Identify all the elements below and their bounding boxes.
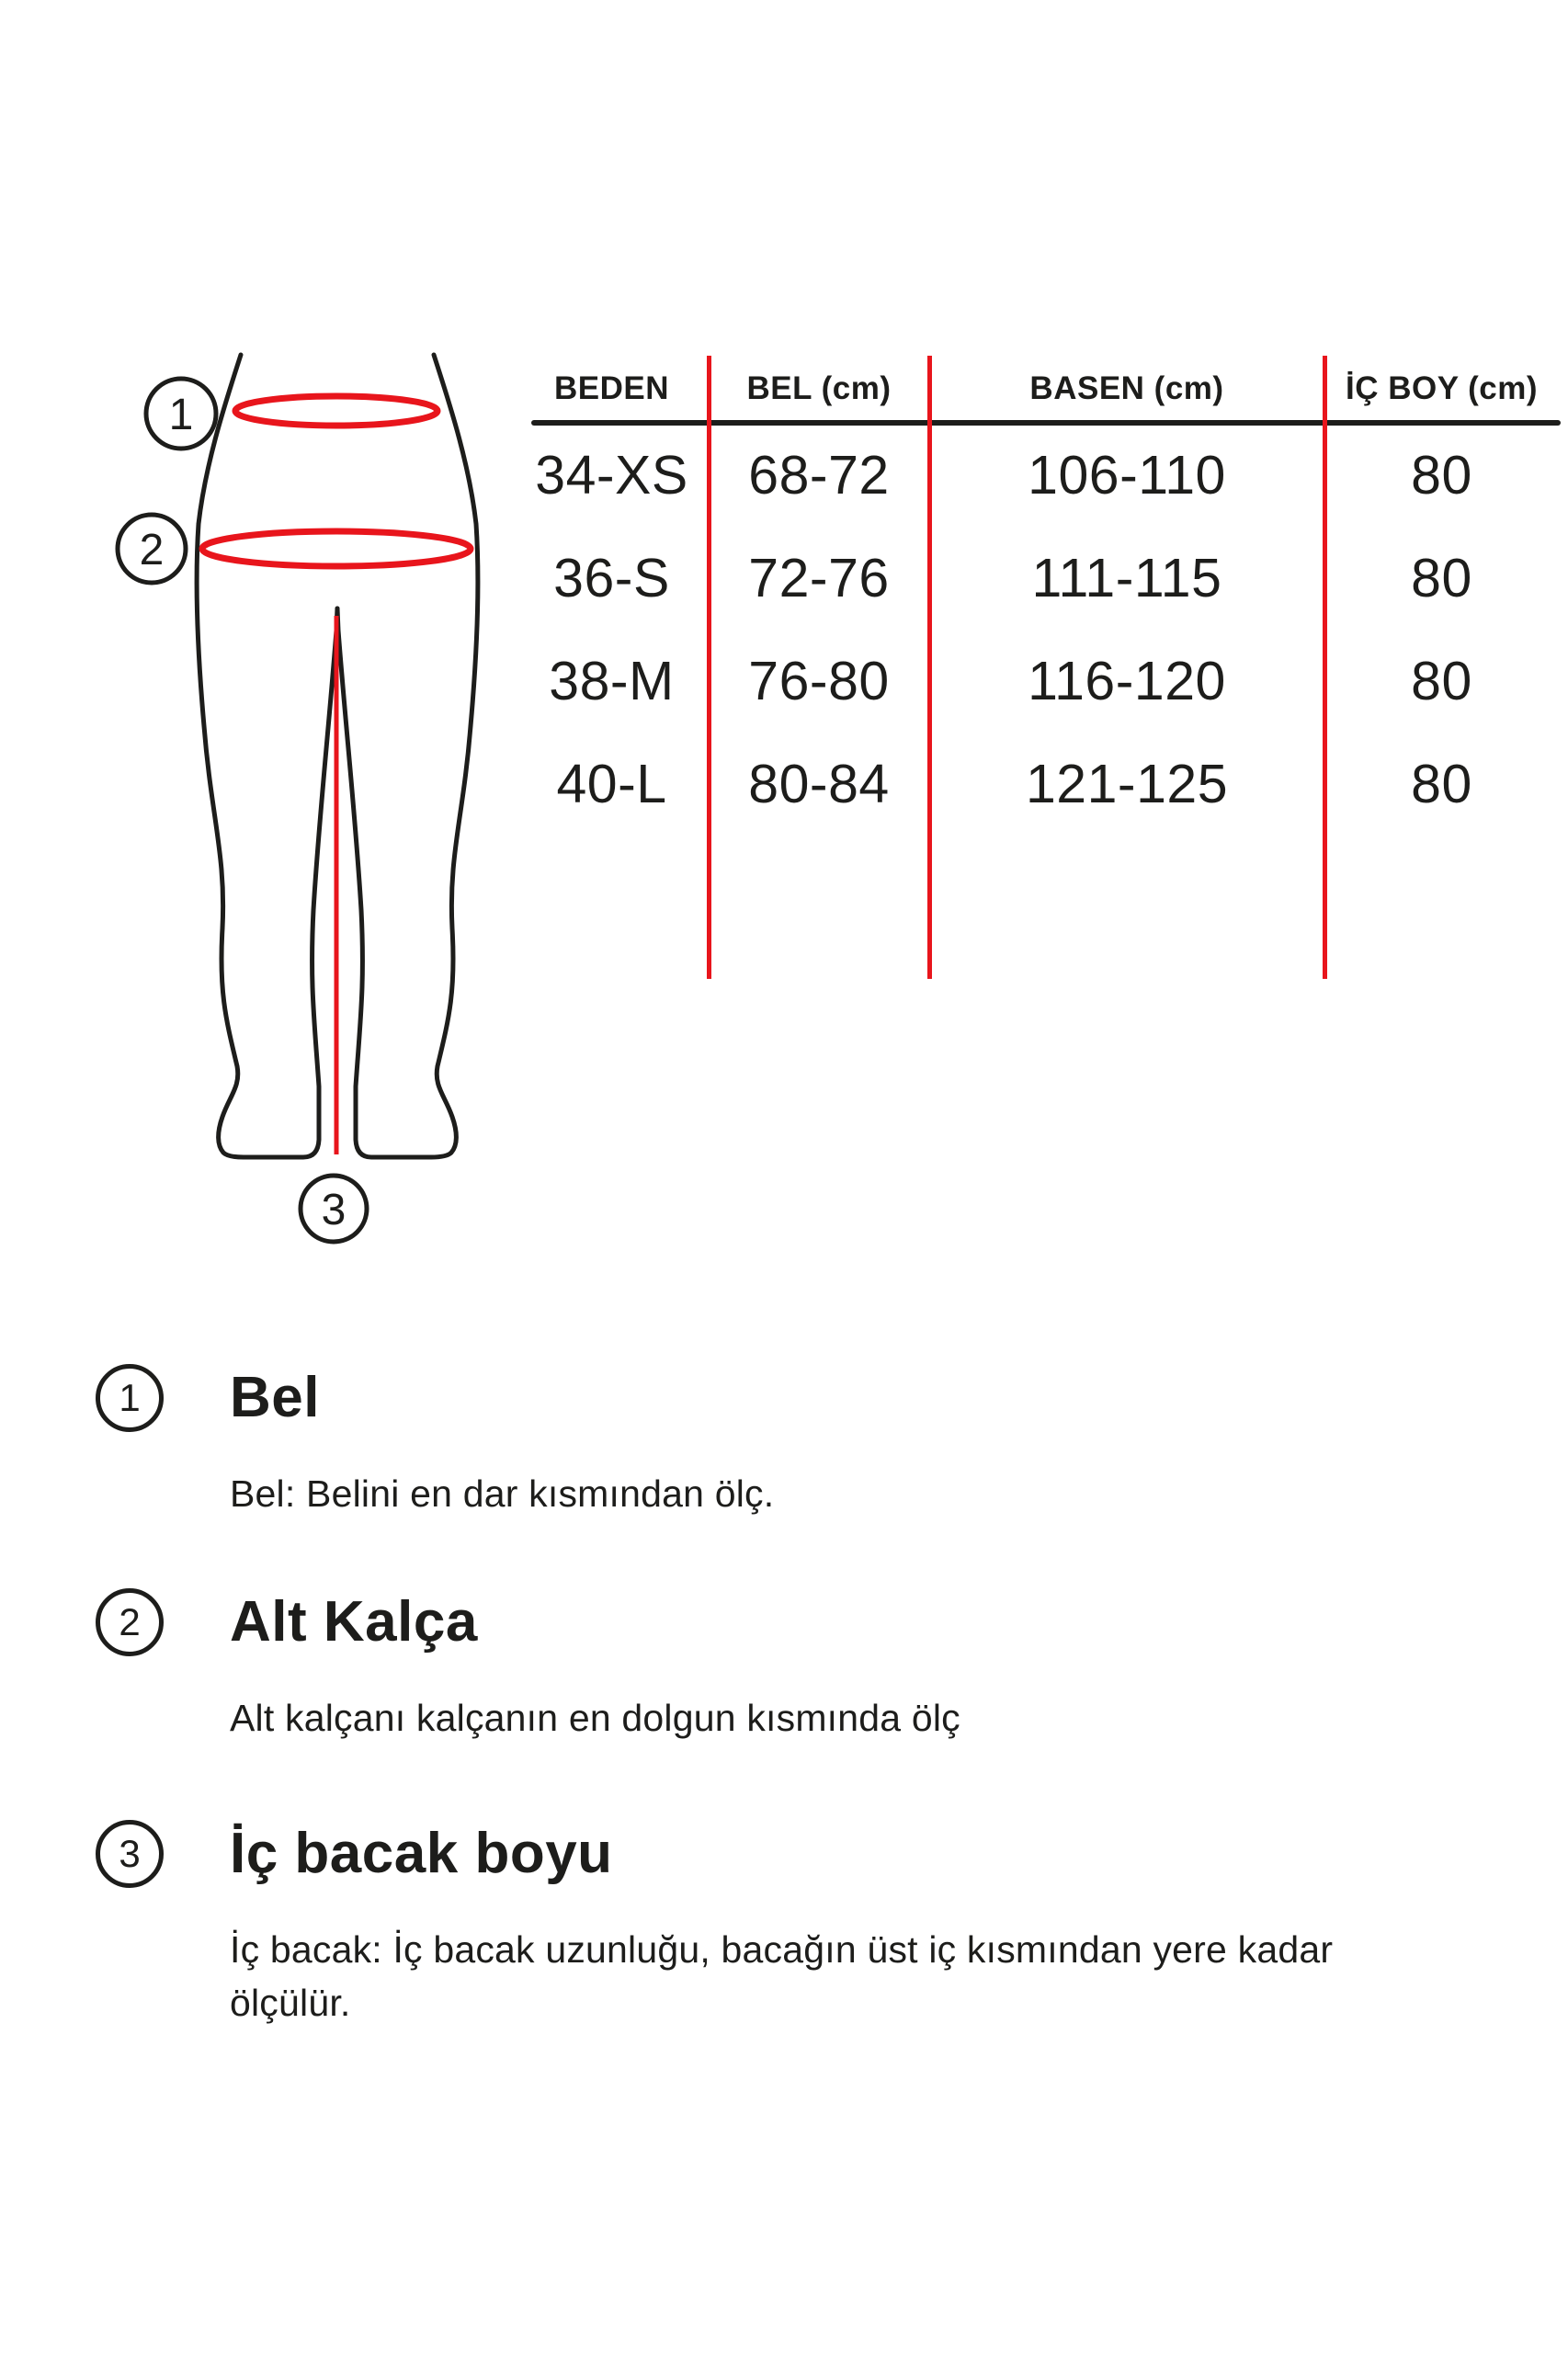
guide-title: Bel (230, 1366, 320, 1429)
guide-badge-number: 2 (119, 1600, 141, 1643)
size-cell-basen: 116-120 (1028, 651, 1226, 711)
marker-1-icon (146, 379, 216, 449)
body-outline-right (337, 355, 478, 1157)
guide-badge-number: 1 (119, 1376, 141, 1419)
size-cell-beden: 34-XS (535, 445, 688, 506)
body-measurement-figure (83, 340, 542, 1268)
size-cell-icboy: 80 (1411, 651, 1472, 711)
guide-description: İç bacak: İç bacak uzunluğu, bacağın üst iç kısmından yere kadar ölçülür. (230, 1928, 1334, 2024)
guide-title: İç bacak boyu (230, 1822, 613, 1885)
size-table-header-icboy: İÇ BOY (cm) (1345, 370, 1539, 406)
waist-measure-line (235, 396, 437, 426)
size-cell-bel: 76-80 (748, 651, 890, 711)
size-cell-beden: 40-L (556, 754, 667, 814)
hip-measure-line (202, 531, 471, 566)
size-cell-bel: 80-84 (748, 754, 890, 814)
size-cell-beden: 36-S (553, 548, 670, 608)
guide-section-bel (0, 1364, 1568, 1575)
size-cell-icboy: 80 (1411, 445, 1472, 506)
size-cell-basen: 106-110 (1028, 445, 1226, 506)
guide-section-ic-bacak-boyu (0, 1820, 1568, 2031)
guide-title: Alt Kalça (230, 1590, 478, 1654)
size-cell-icboy: 80 (1411, 754, 1472, 814)
table-column-divider (927, 356, 932, 979)
table-column-divider (1323, 356, 1327, 979)
size-cell-beden: 38-M (549, 651, 675, 711)
guide-section-alt-kalca (0, 1588, 1568, 1800)
size-table-header-beden: BEDEN (553, 370, 670, 406)
marker-2-number: 2 (139, 526, 165, 574)
guide-description: Alt kalçanı kalçanın en dolgun kısmında ölç (230, 1697, 960, 1739)
size-cell-icboy: 80 (1411, 548, 1472, 608)
size-table-header-bel: BEL (cm) (746, 370, 892, 406)
size-cell-bel: 72-76 (748, 548, 890, 608)
size-cell-basen: 111-115 (1031, 548, 1222, 608)
size-cell-bel: 68-72 (748, 445, 890, 506)
guide-badge-number: 3 (119, 1832, 141, 1875)
marker-3-number: 3 (321, 1186, 347, 1234)
lower-body-figure-icon (83, 340, 542, 1268)
guide-badge-3-icon (96, 1820, 164, 1888)
guide-badge-2-icon (96, 1588, 164, 1656)
guide-badge-1-icon (96, 1364, 164, 1432)
body-outline-left (197, 355, 337, 1157)
table-column-divider (707, 356, 711, 979)
marker-1-number: 1 (168, 391, 194, 439)
marker-3-icon (301, 1176, 367, 1242)
table-header-underline (531, 420, 1561, 426)
size-table-header-basen: BASEN (cm) (1029, 370, 1224, 406)
size-cell-basen: 121-125 (1025, 754, 1229, 814)
guide-description: Bel: Belini en dar kısmından ölç. (230, 1472, 775, 1515)
marker-2-icon (118, 515, 186, 583)
size-table (515, 354, 1559, 997)
